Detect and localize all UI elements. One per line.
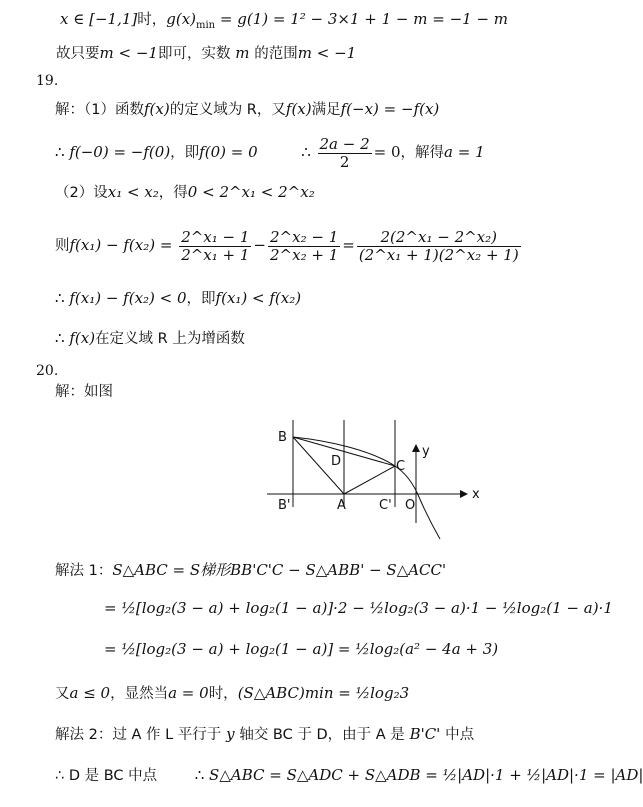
equals: =: [342, 236, 355, 254]
math-x-domain: x ∈ [−1,1]: [60, 10, 138, 28]
numerator: 2^x₂ − 1: [270, 227, 339, 246]
text: ，显然当: [110, 686, 169, 702]
geometry-figure: [262, 415, 492, 555]
text: ，解得: [400, 145, 445, 161]
method2-line2: [55, 766, 643, 785]
math: x₁ < x₂: [107, 183, 159, 201]
method1-line2: [104, 599, 613, 617]
text: ，即: [186, 291, 216, 307]
numerator: 2^x₁ − 1: [181, 227, 250, 246]
text: 的范围: [254, 46, 298, 62]
label-b: B: [278, 430, 287, 445]
math: a = 1: [444, 143, 485, 161]
math: = ½[log₂(3 − a) + log₂(1 − a)] = ½log₂(a² − 4a + 3): [104, 640, 499, 658]
minus: −: [253, 236, 266, 254]
line-19-2: [55, 132, 485, 173]
log-curve: [293, 437, 440, 539]
label-b-prime: B': [278, 498, 291, 513]
therefore-symbol: ∴: [194, 766, 205, 784]
math: f(x₁) − f(x₂) < 0: [69, 289, 187, 307]
denominator: (2^x₁ + 1)(2^x₂ + 1): [358, 245, 519, 264]
math: (S△ABC)min = ½log₂3: [237, 684, 410, 702]
fraction-1: [179, 229, 251, 264]
therefore-symbol: ∴: [301, 143, 311, 161]
text: 则: [55, 238, 70, 254]
label-d: D: [331, 454, 342, 469]
math: = 0: [373, 143, 401, 161]
line-19-4: [55, 222, 523, 269]
method1-line1: [55, 561, 446, 580]
label-c-prime: C': [379, 498, 392, 513]
label-a: A: [337, 498, 346, 513]
math: a ≤ 0: [69, 684, 111, 702]
fraction: [318, 136, 372, 171]
math: S△ABC = S△ADC + S△ADB = ½|AD|·1 + ½|AD|·1 = |AD|: [209, 766, 643, 784]
math: y: [226, 725, 235, 743]
text: 即可，实数: [157, 46, 231, 62]
math: f(−0) = −f(0): [69, 143, 171, 161]
text: 的定义域为 R，又: [169, 102, 286, 118]
math: f(−x) = −f(x): [340, 100, 440, 118]
label-x: x: [472, 487, 480, 502]
math: B'C': [409, 725, 441, 743]
line-20-intro: 解：如图: [55, 384, 113, 400]
math: f(x₁) < f(x₂): [215, 289, 302, 307]
text: 故只要: [56, 46, 100, 62]
denominator: 2^x₁ + 1: [181, 245, 250, 264]
math: f(x₁) − f(x₂) =: [69, 236, 173, 254]
denominator: 2: [339, 152, 350, 171]
therefore-symbol: ∴: [55, 289, 65, 307]
text: ，得: [158, 185, 188, 201]
segment-ac: [344, 466, 395, 494]
math: 0 < 2^x₁ < 2^x₂: [187, 183, 315, 201]
label-o: O: [405, 498, 416, 513]
math-gx: g(x): [166, 10, 196, 28]
problem-number-20: 20.: [36, 363, 59, 379]
text: （2）设: [55, 185, 108, 201]
text: 轴交 BC 于 D，由于 A 是: [239, 727, 405, 743]
math: f(0) = 0: [199, 143, 258, 161]
math-gmin: = g(1) = 1² − 3×1 + 1 − m = −1 − m: [219, 10, 509, 28]
label-y: y: [422, 444, 430, 459]
text: ∴ D 是 BC 中点: [55, 768, 158, 784]
text: ，即: [170, 145, 200, 161]
line-19-3: [55, 183, 315, 202]
text: 满足: [311, 102, 341, 118]
text: 解：（1）函数: [55, 102, 144, 118]
text: 解法 2：过 A 作 L 平行于: [55, 727, 222, 743]
therefore-symbol: ∴: [55, 329, 65, 347]
numerator: 2(2^x₁ − 2^x₂): [357, 229, 521, 247]
math: f(x): [69, 329, 96, 347]
label-c: C: [396, 459, 406, 474]
problem-number-19: 19.: [36, 73, 59, 89]
math: f(x): [285, 100, 312, 118]
method1-line3: [104, 640, 498, 658]
therefore-symbol: ∴: [55, 143, 65, 161]
math: a = 0: [168, 684, 209, 702]
text: 时，: [137, 12, 167, 28]
math: S△ABC = S梯形BB'C'C − S△ABB' − S△ACC': [112, 561, 447, 579]
fraction-3: [357, 229, 521, 264]
method2-line1: [55, 725, 474, 744]
math: m: [235, 44, 250, 62]
line-18-1: [60, 10, 508, 29]
math: m < −1: [297, 44, 357, 62]
line-19-6: [55, 329, 245, 348]
method1-line4: [55, 684, 409, 703]
line-19-5: [55, 289, 301, 308]
text: 又: [55, 686, 70, 702]
numerator: 2a − 2: [319, 134, 370, 153]
text: 在定义域 R 上为增函数: [95, 331, 245, 347]
math: m < −1: [99, 44, 158, 62]
sub-min: min: [196, 20, 216, 31]
text: 时，: [208, 686, 238, 702]
denominator: 2^x₂ + 1: [270, 245, 339, 264]
line-19-1: [55, 100, 439, 119]
math: = ½[log₂(3 − a) + log₂(1 − a)]·2 − ½log₂(3 − a)·1 − ½log₂(1 − a)·1: [104, 599, 613, 617]
line-18-2: [56, 44, 356, 63]
fraction-2: [268, 229, 340, 264]
method1-label: 解法 1：: [55, 563, 113, 579]
text: 中点: [445, 727, 475, 743]
math: f(x): [143, 100, 170, 118]
